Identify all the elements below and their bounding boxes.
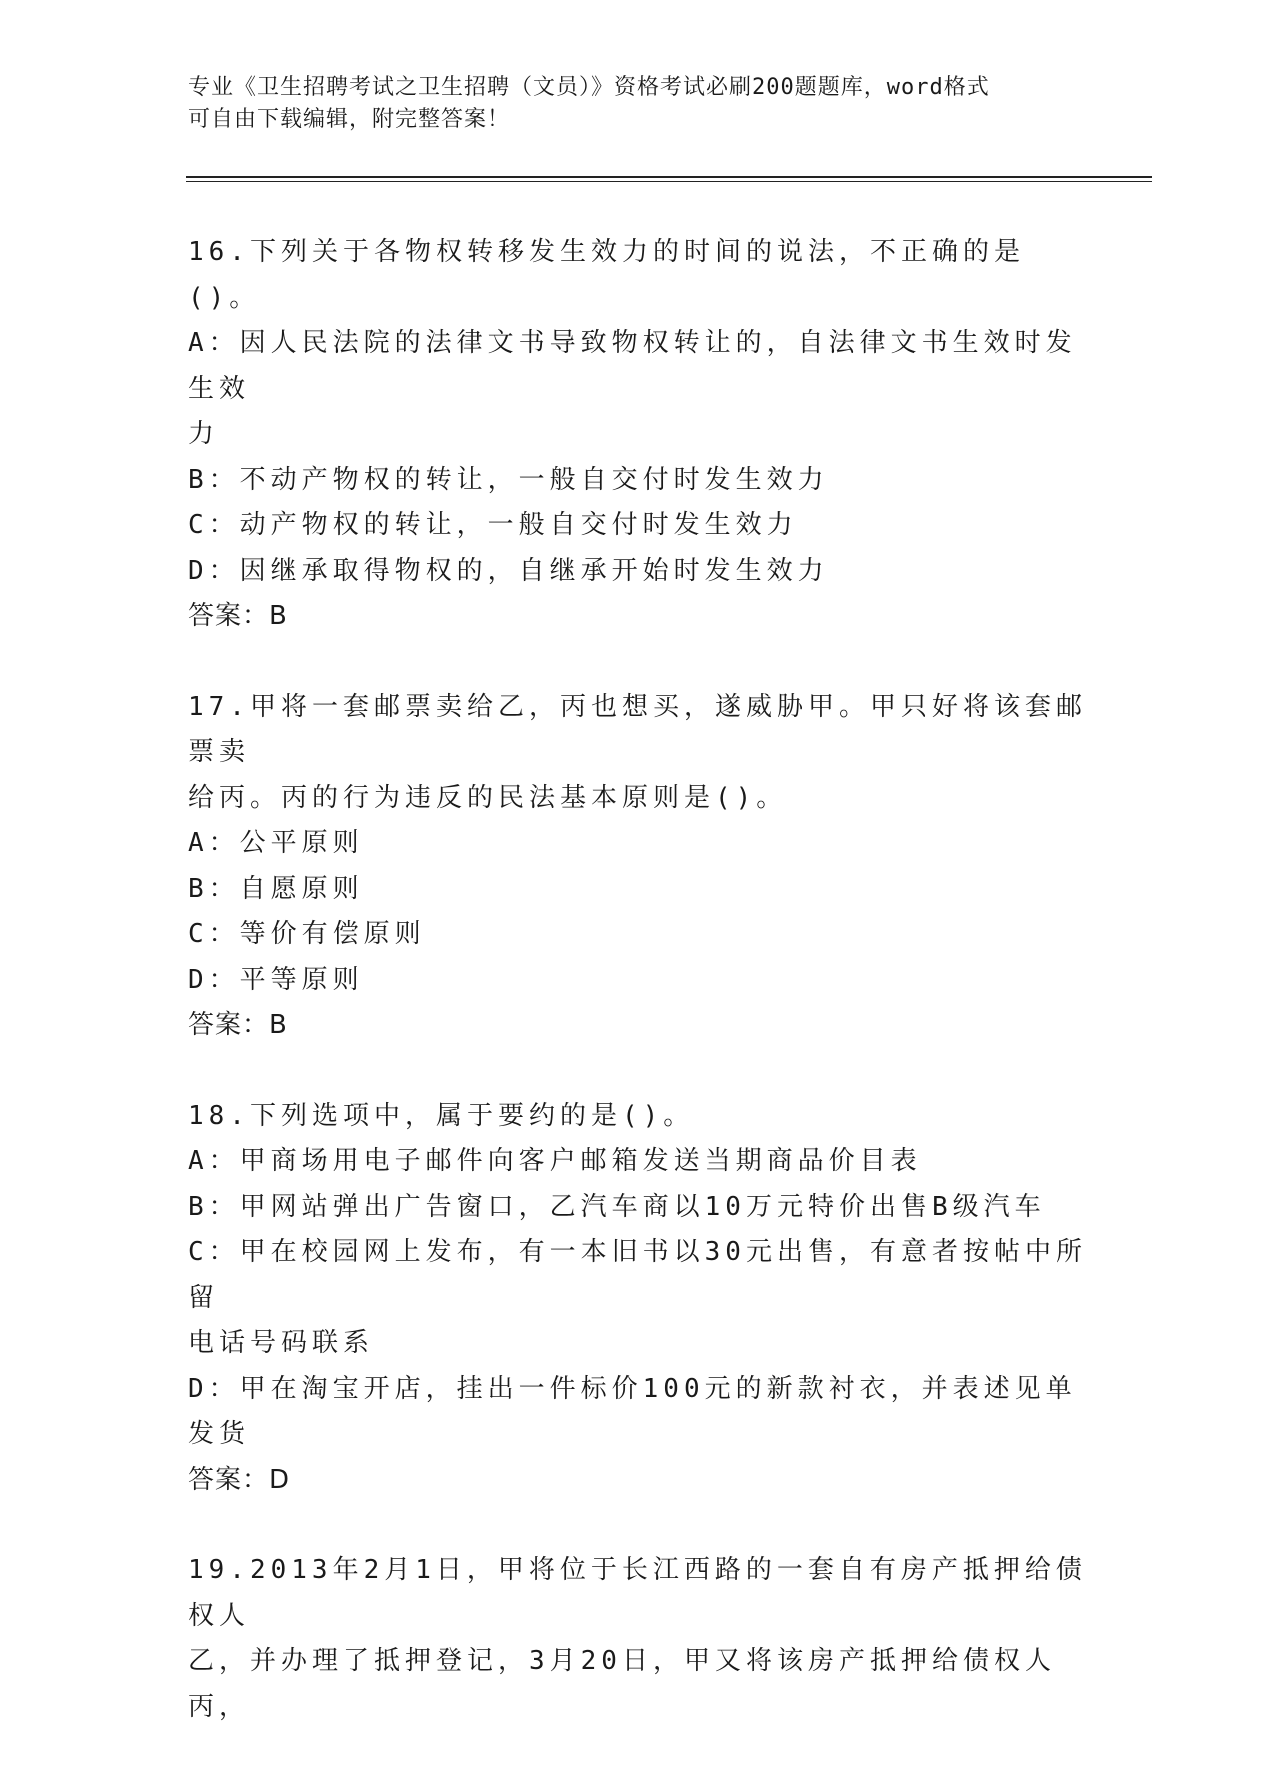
option-b: B：甲网站弹出广告窗口，乙汽车商以10万元特价出售B级汽车	[188, 1191, 1046, 1222]
option-c: C：甲在校园网上发布，有一本旧书以30元出售，有意者按帖中所留	[188, 1237, 1087, 1313]
question-stem: 19.2013年2月1日，甲将位于长江西路的一套自有房产抵押给债权人	[188, 1555, 1087, 1631]
option-c-continued: 电话号码联系	[188, 1328, 375, 1358]
question-17	[188, 685, 1088, 1049]
option-a: A：公平原则	[188, 828, 364, 858]
answer: 答案：D	[188, 1464, 291, 1495]
question-list	[188, 230, 1088, 1775]
question-stem-continued: 给丙。丙的行为违反的民法基本原则是()。	[188, 782, 788, 813]
header-line-2: 可自由下载编辑，附完整答案！	[188, 107, 511, 132]
header-divider-thin	[186, 181, 1152, 182]
question-stem: 18.下列选项中，属于要约的是()。	[188, 1100, 695, 1131]
question-16	[188, 230, 1088, 640]
option-a: A：甲商场用电子邮件向客户邮箱发送当期商品价目表	[188, 1146, 922, 1176]
answer: 答案：B	[188, 601, 288, 631]
question-stem: 17.甲将一套邮票卖给乙，丙也想买，遂威胁甲。甲只好将该套邮票卖	[188, 691, 1087, 767]
option-a: A：因人民法院的法律文书导致物权转让的，自法律文书生效时发生效	[188, 328, 1077, 404]
question-18	[188, 1094, 1088, 1504]
document-header	[188, 72, 1088, 136]
option-d: D：因继承取得物权的，自继承开始时发生效力	[188, 555, 829, 586]
header-line-1: 专业《卫生招聘考试之卫生招聘（文员）》资格考试必刷200题题库，word格式	[188, 75, 990, 100]
option-a-continued: 力	[188, 419, 220, 449]
question-19	[188, 1548, 1088, 1730]
answer: 答案：B	[188, 1010, 288, 1040]
option-c: C：动产物权的转让，一般自交付时发生效力	[188, 510, 798, 540]
option-d: D：平等原则	[188, 964, 364, 995]
question-stem-continued: 乙，并办理了抵押登记，3月20日，甲又将该房产抵押给债权人丙，	[188, 1646, 1056, 1722]
option-d: D：甲在淘宝开店，挂出一件标价100元的新款衬衣，并表述见单发货	[188, 1373, 1077, 1449]
option-c: C：等价有偿原则	[188, 919, 426, 949]
option-b: B：自愿原则	[188, 873, 364, 904]
header-divider-thick	[186, 176, 1152, 178]
question-stem: 16.下列关于各物权转移发生效力的时间的说法，不正确的是()。	[188, 237, 1025, 313]
option-b: B：不动产物权的转让，一般自交付时发生效力	[188, 464, 829, 495]
